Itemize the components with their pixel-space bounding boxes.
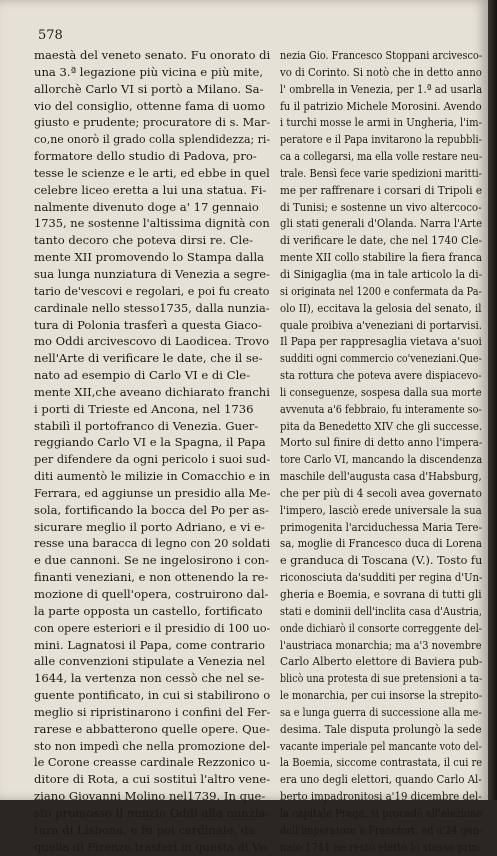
text-line: di Sinigaglia (ma in tale articolo la di- [280,266,483,281]
text-line: gli stati generali d'Olanda. Narra l'Arte [280,216,483,231]
text-line: stabilì il portofranco di Venezia. Guer- [34,418,259,433]
text-line: trale. Bensì fece varie spedizioni maritti- [280,165,482,180]
text-line: mo Oddi arcivescovo di Laodicea. Trovo [34,334,270,349]
text-line: co,ne onorò il grado colla splendidezza; ri- [34,132,271,147]
text-line: i turchi mosse le armi in Ungheria, l'im- [280,115,482,130]
text-line: avvenuta a'6 febbraio, fu interamente so- [280,401,482,416]
text-line: desima. Tale disputa prolungò la sede [280,721,482,736]
text-line: celebre liceo eretta a lui una statua. Fi- [34,182,267,197]
text-line: ca a collegarsi, ma ella volle restare neu- [280,149,483,164]
text-line: una 3.ª legazione più vicina e più mite, [34,64,264,79]
text-line: l'impero, lasciò erede universale la sua [280,502,482,517]
text-line: primogenita l'arciduchessa Maria Tere- [280,519,482,534]
text-line: vo di Corinto. Si notò che in detto anno [280,64,482,79]
text-line: sto non impedì che nella promozione del- [34,738,271,753]
text-line: gheria e Boemia, e sovrana di tutti gli [280,587,482,601]
text-line: quella di Firenze trasferì in questa di Ve- [34,839,270,854]
text-line: olo II), eccitava la gelosia del senato, il [280,300,482,315]
text-line: onde dichiarò il consorte correggente del- [280,620,482,635]
text-line: che per più di 4 secoli avea governato [280,485,482,500]
text-line: si originata nel 1200 e confermata da Pa- [280,283,482,298]
text-line: con opere esteriori e il presidio di 100 uo- [34,620,271,635]
text-line: meglio si ripristinarono i confini del Fer- [34,704,271,719]
text-line: peratore e il Papa invitarono la repubbli- [280,132,482,147]
text-line: nell'Arte di verificare le date, che il se- [34,351,263,366]
text-line: fu il patrizio Michele Morosini. Avendo [280,98,482,113]
text-line: sudditi ogni commercio co'veneziani.Que- [280,351,482,366]
text-line: rarese e abbatterono quelle opere. Que- [34,721,270,736]
text-line: cardinale nello stesso1735, dalla nunzia- [34,300,270,315]
text-line: me per raffrenare i corsari di Tripoli e [280,182,483,197]
text-line: l' ombrella in Venezia, per 1.ª ad usarla [280,81,483,96]
text-line: tore Carlo VI, mancando la discendenza [280,452,483,467]
text-line: sicurare meglio il porto Adriano, e vi e- [34,519,265,534]
text-line: allorchè Carlo VI si portò a Milano. Sa- [34,81,264,96]
page-edge-shadow [488,0,497,800]
text-line: 1735, ne sostenne l'altissima dignità con [34,216,270,231]
text-line: sola, fortificando la bocca del Po per as- [34,502,270,517]
text-line: alle convenzioni stipulate a Venezia nel [34,654,265,669]
text-line: di Tunisi; e sostenne un vivo altercoco- [280,199,482,214]
text-line: mente XII promovendo lo Stampa dalla [34,250,265,265]
text-line: 1644, la vertenza non cessò che nel se- [34,671,265,686]
text-line: ziano Giovanni Molino nel1739. In que- [34,789,266,804]
text-line: la capitale Praga, si procedè all'elezione [280,805,483,820]
text-line: resse una baracca di legno con 20 soldati [34,536,271,551]
text-line: berto impadronitosi a'19 dicembre del- [280,789,482,804]
text-line: giusto e prudente; procuratore di s. Mar- [34,115,271,130]
text-line: l'austriaca monarchia; ma a'3 novembre [280,637,482,652]
text-line: maestà del veneto senato. Fu onorato di [34,48,271,62]
text-line: formatore dello studio di Padova, pro- [34,149,257,164]
text-line: sua lunga nunziatura di Venezia a segre- [34,266,270,281]
text-line: naio 1741 ne restò eletto lo stesso prin- [280,839,482,854]
text-line: dell'imperatore a Francfort, ed a'24 gen- [280,822,483,837]
text-line: sa, moglie di Francesco duca di Lorena [280,536,482,551]
text-line: di verificare le date, che nel 1740 Cle- [280,233,483,248]
text-line: finanti veneziani, e non ottenendo la re- [34,570,269,585]
text-line: li conseguenze, sospesa dalla sua morte [280,384,482,399]
text-line: mozione di quell'opera, costruirono dal- [34,587,269,601]
text-line: i porti di Trieste ed Ancona, nel 1736 [34,401,254,416]
text-line: ditore di Rota, a cui sostituì l'altro vene- [34,772,271,787]
text-line: stati e dominii dell'inclita casa d'Austria, [280,603,482,618]
text-line: mini. Lagnatosi il Papa, come contrario [34,637,265,652]
text-line: maschile dell'augusta casa d'Habsburg, [280,469,482,484]
text-line: sta rottura che poteva avere dispiacevo- [280,368,482,383]
text-line: diti aumentò le milizie in Comacchio e in [34,469,271,484]
text-line: per difendere da ogni pericolo i suoi sud- [34,452,271,467]
text-line: tura di Polonia trasferì a questa Giaco- [34,317,262,332]
page-number: 578 [38,28,63,43]
text-line: vacante imperiale pel mancante voto del- [280,738,482,753]
right-text-column [280,47,482,856]
text-line: e due cannoni. Se ne ingelosirono i con- [34,553,270,568]
text-line: guente pontificato, in cui si stabilirono o [34,688,271,703]
text-line: Carlo Alberto elettore di Baviera pub- [280,654,483,669]
text-line: Ferrara, ed aggiunse un presidio alla Me- [34,485,271,500]
left-text-column [34,47,270,856]
text-line: e granduca di Toscana (V.). Tosto fu [280,553,483,568]
text-line: la parte opposta un castello, fortificato [34,603,263,618]
text-line: mente XII collo stabilire la fiera franca [280,250,483,265]
text-line: nezia Gio. Francesco Stoppani arcivesco- [280,48,482,62]
text-line: tario de'vescovi e regolari, e poi fu creato [34,283,270,298]
text-line: le monarchia, per cui insorse la strepito- [280,688,483,703]
text-line: riconosciuta da'sudditi per regina d'Un- [280,570,483,585]
text-line: Morto sul finire di detto anno l'impera- [280,435,483,450]
text-line: era uno degli elettori, quando Carlo Al- [280,772,482,787]
text-line: reggiando Carlo VI e la Spagna, il Papa [34,435,266,450]
text-line: pita da Benedetto XIV che gli successe. [280,418,483,433]
text-line: nalmente divenuto doge a' 17 gennaio [34,199,259,214]
text-line: tura di Lisbona, e fu poi cardinale, da [34,822,256,837]
text-line: sa e lunga guerra di successione alla me- [280,704,482,719]
text-line: la Boemia, siccome contrastata, il cui re [280,755,483,770]
text-line: le Corone creasse cardinale Rezzonico u- [34,755,271,770]
text-line: Il Papa per rappresaglia vietava a'suoi [280,334,482,349]
text-line: nato ad esempio di Carlo VI e di Cle- [34,368,251,383]
text-line: mente XII,che aveano dichiarato franchi [34,384,270,399]
text-line: vio del consiglio, ottenne fama di uomo [34,98,266,113]
text-line: sto promosso il nunzio Oddi alla nunzia- [34,805,270,820]
text-line: blicò una protesta di sue pretensioni a ta- [280,671,483,686]
text-line: tesse le scienze e le arti, ed ebbe in quel [34,165,270,180]
text-line: tanto decoro che poteva dirsi re. Cle- [34,233,254,248]
text-line: quale proibiva a'veneziani di portarvisi. [280,317,482,332]
